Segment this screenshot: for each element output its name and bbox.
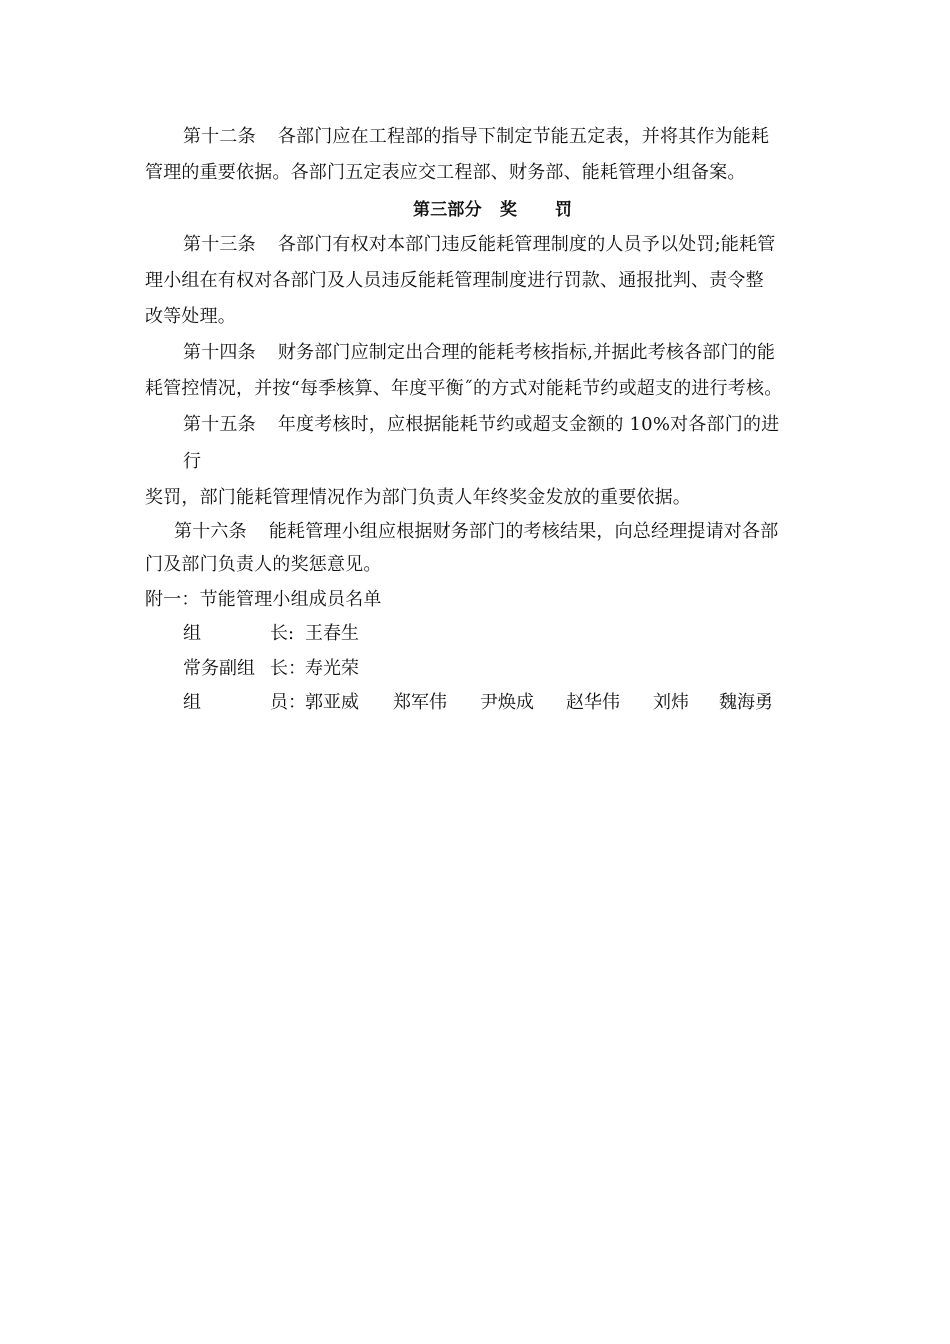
article-16-text-1: 能耗管理小组应根据财务部门的考核结果，向总经理提请对各部 (268, 521, 779, 542)
article-15-line-2: 行 (183, 451, 202, 472)
leader-label-b: 长: (270, 623, 295, 644)
article-12-line-2: 管理的重要依据。各部门五定表应交工程部、财务部、能耗管理小组备案。 (145, 162, 746, 183)
member-name: 郭亚威 (305, 692, 359, 713)
member-name: 尹焕成 (480, 692, 534, 713)
article-12-text-1: 各部门应在工程部的指导下制定节能五定表，并将其作为能耗 (277, 126, 770, 147)
article-14-text-1: 财务部门应制定出合理的能耗考核指标,并据此考核各部门的能 (277, 342, 776, 363)
section-heading (413, 198, 572, 222)
article-13-label: 第十三条 (183, 234, 256, 255)
article-15-line-1 (183, 413, 779, 437)
section-char-1: 奖 (499, 200, 518, 220)
article-13-line-1 (183, 233, 775, 257)
article-13-line-2: 理小组在有权对各部门及人员违反能耗管理制度进行罚款、通报批判、责令整 (145, 270, 764, 291)
deputy-name: 寿光荣 (305, 658, 359, 679)
article-14-line-1 (183, 341, 775, 365)
member-name: 刘炜 (653, 692, 689, 713)
leader-name: 王春生 (305, 623, 359, 644)
article-12-label: 第十二条 (183, 126, 256, 147)
article-16-label: 第十六条 (174, 521, 247, 542)
deputy-label-b: 长： (270, 658, 306, 679)
article-13-line-3: 改等处理。 (145, 306, 236, 327)
section-part: 第三部分 (413, 200, 482, 220)
members-label-b: 员： (270, 692, 306, 713)
member-name: 郑军伟 (393, 692, 447, 713)
article-12-line-1 (183, 125, 769, 149)
article-16-line-2: 门及部门负责人的奖惩意见。 (145, 554, 382, 575)
article-14-label: 第十四条 (183, 342, 256, 363)
article-15-text-1: 年度考核时，应根据能耗节约或超支金额的 10%对各部门的进 (277, 414, 780, 435)
article-16-line-1 (174, 520, 778, 544)
appendix-title: 附一：节能管理小组成员名单 (145, 589, 382, 610)
deputy-label: 常务副组 (183, 658, 255, 679)
article-15-label: 第十五条 (183, 414, 256, 435)
section-char-2: 罚 (555, 200, 573, 220)
article-15-line-3: 奖罚，部门能耗管理情况作为部门负责人年终奖金发放的重要依据。 (145, 487, 691, 508)
article-14-line-2: 耗管控情况，并按“每季核算、年度平衡˝的方式对能耗节约或超支的进行考核。 (145, 378, 783, 399)
member-name: 魏海勇 (719, 692, 773, 713)
members-label-a: 组 (183, 692, 201, 713)
member-name: 赵华伟 (566, 692, 620, 713)
article-13-text-1: 各部门有权对本部门违反能耗管理制度的人员予以处罚;能耗管 (277, 234, 776, 255)
leader-label-a: 组 (183, 623, 201, 644)
